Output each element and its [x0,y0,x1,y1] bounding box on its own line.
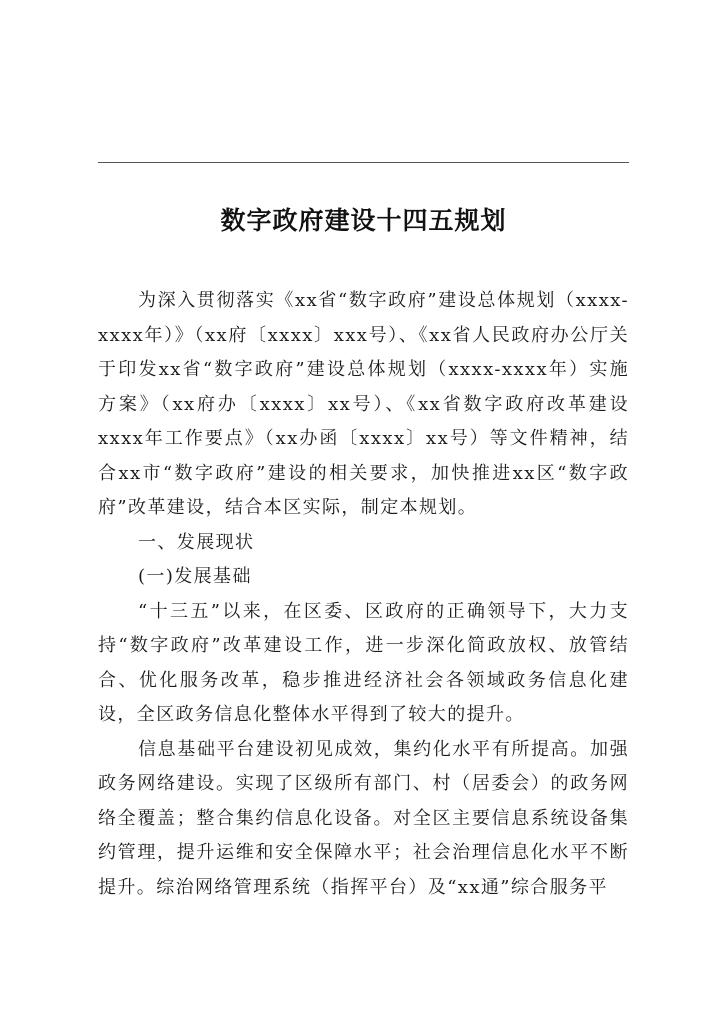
section-heading-development-status: 一、发展现状 [138,531,255,553]
intro-paragraph: 为深入贯彻落实《xx省“数字政府”建设总体规划（xxxx-xxxx年）》（xx府〔xxxx〕xxx号）、《xx省人民政府办公厅关于印发xx省“数字政府”建设总体规划（xxxx-xxxx年）实施方案》（xx府办〔xxxx〕xx号）、《xx省数字政府改革建设xxxx年工作要点》（xx办函〔xxxx〕xx号）等文件精神，结合xx市“数字政府”建设的相关要求，加快推进xx区“数字政府”改革建设，结合本区实际，制定本规划。 [98,290,629,518]
subsection-heading-development-foundation: (一)发展基础 [138,566,252,587]
paragraph-infrastructure: 信息基础平台建设初见成效，集约化水平有所提高。加强政务网络建设。实现了区级所有部门、村（居委会）的政务网络全覆盖；整合集约信息化设备。对全区主要信息系统设备集约管理，提升运维和安全保障水平；社会治理信息化水平不断提升。综治网络管理系统（指挥平台）及“xx通”综合服务平 [98,738,629,898]
document-body [98,284,629,905]
document-title: 数字政府建设十四五规划 [220,206,507,235]
paragraph-thirteenth-five-year: “十三五”以来，在区委、区政府的正确领导下，大力支持“数字政府”改革建设工作，进一步深化简政放权、放管结合、优化服务改革，稳步推进经济社会各领域政务信息化建设，全区政务信息化整体水平得到了较大的提升。 [98,600,629,725]
header-divider [98,162,629,163]
